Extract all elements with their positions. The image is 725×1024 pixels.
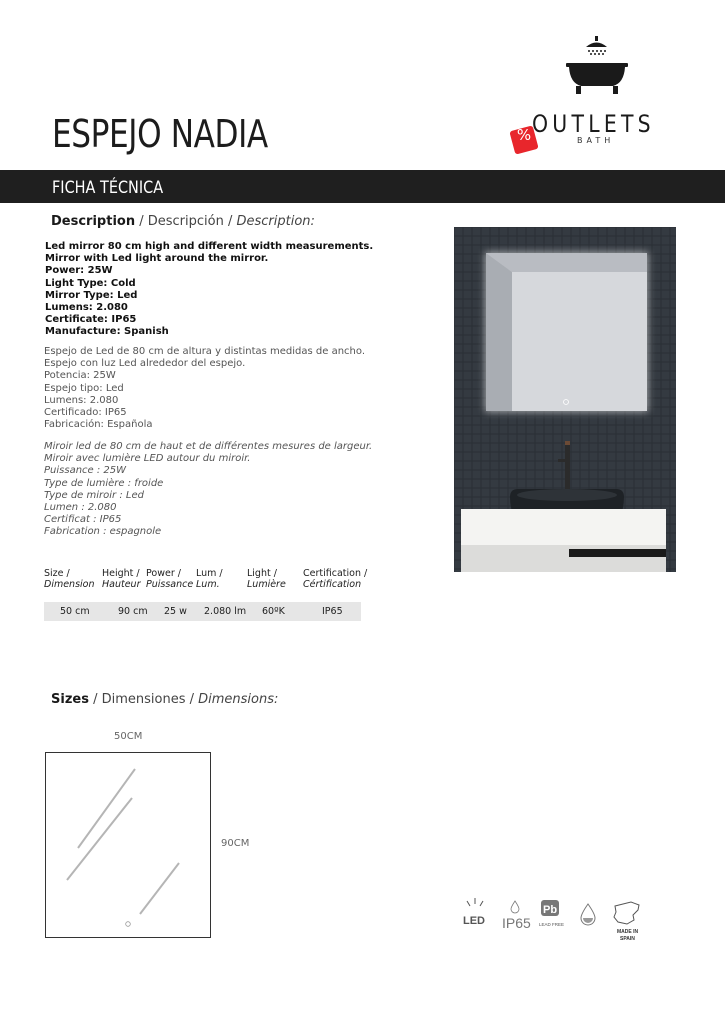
desc-es-line: Potencia: 25W (44, 370, 116, 382)
desc-es-line: Certificado: IP65 (44, 406, 127, 418)
description-fr (44, 441, 372, 539)
spec-header-certification (303, 568, 367, 590)
description-heading-en: Description: (236, 214, 315, 229)
desc-fr-line: Miroir avec lumière LED autour du miroir. (44, 453, 251, 465)
spec-header-line1: Height / (102, 568, 140, 579)
spain-map-icon (614, 902, 639, 924)
desc-en-line: Mirror Type: Led (45, 289, 138, 301)
spec-cell-height: 90 cm (118, 606, 148, 617)
brand-name: OUTLETS (532, 110, 655, 138)
sizes-heading: Sizes / Dimensiones / Dimensions: (51, 692, 279, 707)
desc-en-line: Mirror with Led light around the mirror. (45, 253, 269, 265)
sizes-heading-main: Sizes (51, 692, 89, 707)
desc-fr-line: Type de miroir : Led (44, 489, 144, 501)
desc-fr-line: Fabrication : espagnole (44, 526, 162, 538)
led-text: LED (463, 915, 485, 927)
desc-en-line: Power: 25W (45, 265, 113, 277)
desc-en-line: Manufacture: Spanish (45, 326, 169, 338)
drop-icon (581, 904, 595, 925)
desc-en-line: Led mirror 80 cm high and different width measurements. (45, 241, 374, 252)
spec-header-line1: Light / (247, 568, 277, 579)
desc-es-line: Lumens: 2.080 (44, 394, 119, 406)
spec-header-height (102, 568, 140, 590)
desc-en-line: Lumens: 2.080 (45, 301, 128, 313)
desc-es-line: Fabricación: Española (44, 419, 153, 431)
mirror-diagram (45, 752, 211, 938)
desc-fr-line: Certificat : IP65 (44, 514, 122, 526)
made-in-text: MADE IN (617, 929, 639, 935)
water-drop-icon (511, 901, 519, 913)
spec-cell-lumens: 2.080 lm (204, 606, 247, 617)
desc-fr-line: Puissance : 25W (44, 465, 127, 477)
desc-es-line: Espejo de Led de 80 cm de altura y distintas medidas de ancho. (44, 346, 366, 357)
band-label: FICHA TÉCNICA (52, 178, 164, 198)
spec-header-line2: Hauteur (102, 579, 141, 590)
spec-cell-light: 60ºK (262, 606, 285, 617)
desc-es-line: Espejo tipo: Led (44, 382, 124, 394)
spec-cell-size: 50 cm (60, 606, 90, 617)
spec-header-line2: Dimension (44, 579, 95, 590)
sizes-heading-en: Dimensions: (198, 692, 279, 707)
spec-header-light (247, 568, 286, 590)
desc-es-line: Espejo con luz Led alrededor del espejo. (44, 358, 246, 370)
spec-header-line2: Lumière (247, 579, 286, 590)
description-heading-es: Descripción (147, 214, 224, 229)
desc-fr-line: Type de lumière : froide (44, 477, 164, 489)
spec-header-lumens (196, 568, 223, 590)
product-photo (454, 227, 676, 572)
width-label: 50CM (114, 731, 143, 742)
height-label: 90CM (221, 838, 250, 849)
spain-text: SPAIN (620, 936, 635, 942)
spec-cell-certification: IP65 (322, 606, 343, 617)
certification-icons (455, 896, 655, 946)
desc-en-line: Light Type: Cold (45, 277, 136, 289)
spec-header-line1: Power / (146, 568, 181, 579)
spec-header-line2: Lum. (196, 579, 220, 590)
led-icon (467, 898, 483, 906)
discount-percent: % (516, 126, 532, 144)
sizes-heading-es: Dimensiones (101, 692, 186, 707)
bathtub-shower-icon (566, 36, 628, 98)
spec-header-line1: Lum / (196, 568, 223, 579)
spec-header-line2: Cértification (303, 579, 362, 590)
description-en (45, 241, 373, 339)
desc-fr-line: Lumen : 2.080 (44, 501, 117, 513)
desc-en-line: Certificate: IP65 (45, 314, 137, 326)
description-heading: Description / Descripción / Description: (51, 214, 315, 229)
spec-header-size (44, 568, 95, 590)
description-heading-main: Description (51, 214, 136, 229)
page-title: ESPEJO NADIA (52, 112, 268, 156)
lead-free-text: LEAD FREE (539, 922, 565, 927)
spec-cell-power: 25 w (164, 606, 187, 617)
spec-header-line1: Certification / (303, 568, 368, 579)
spec-header-line2: Puissance (146, 579, 194, 590)
desc-fr-line: Miroir led de 80 cm de haut et de différentes mesures de largeur. (44, 441, 373, 452)
spec-header-line1: Size / (44, 568, 70, 579)
brand-sub: BATH (577, 136, 615, 145)
spec-table-row (44, 602, 361, 621)
ip-text: IP65 (502, 915, 531, 931)
pb-text: Pb (543, 904, 558, 916)
description-es (44, 346, 365, 431)
spec-header-power (146, 568, 193, 590)
